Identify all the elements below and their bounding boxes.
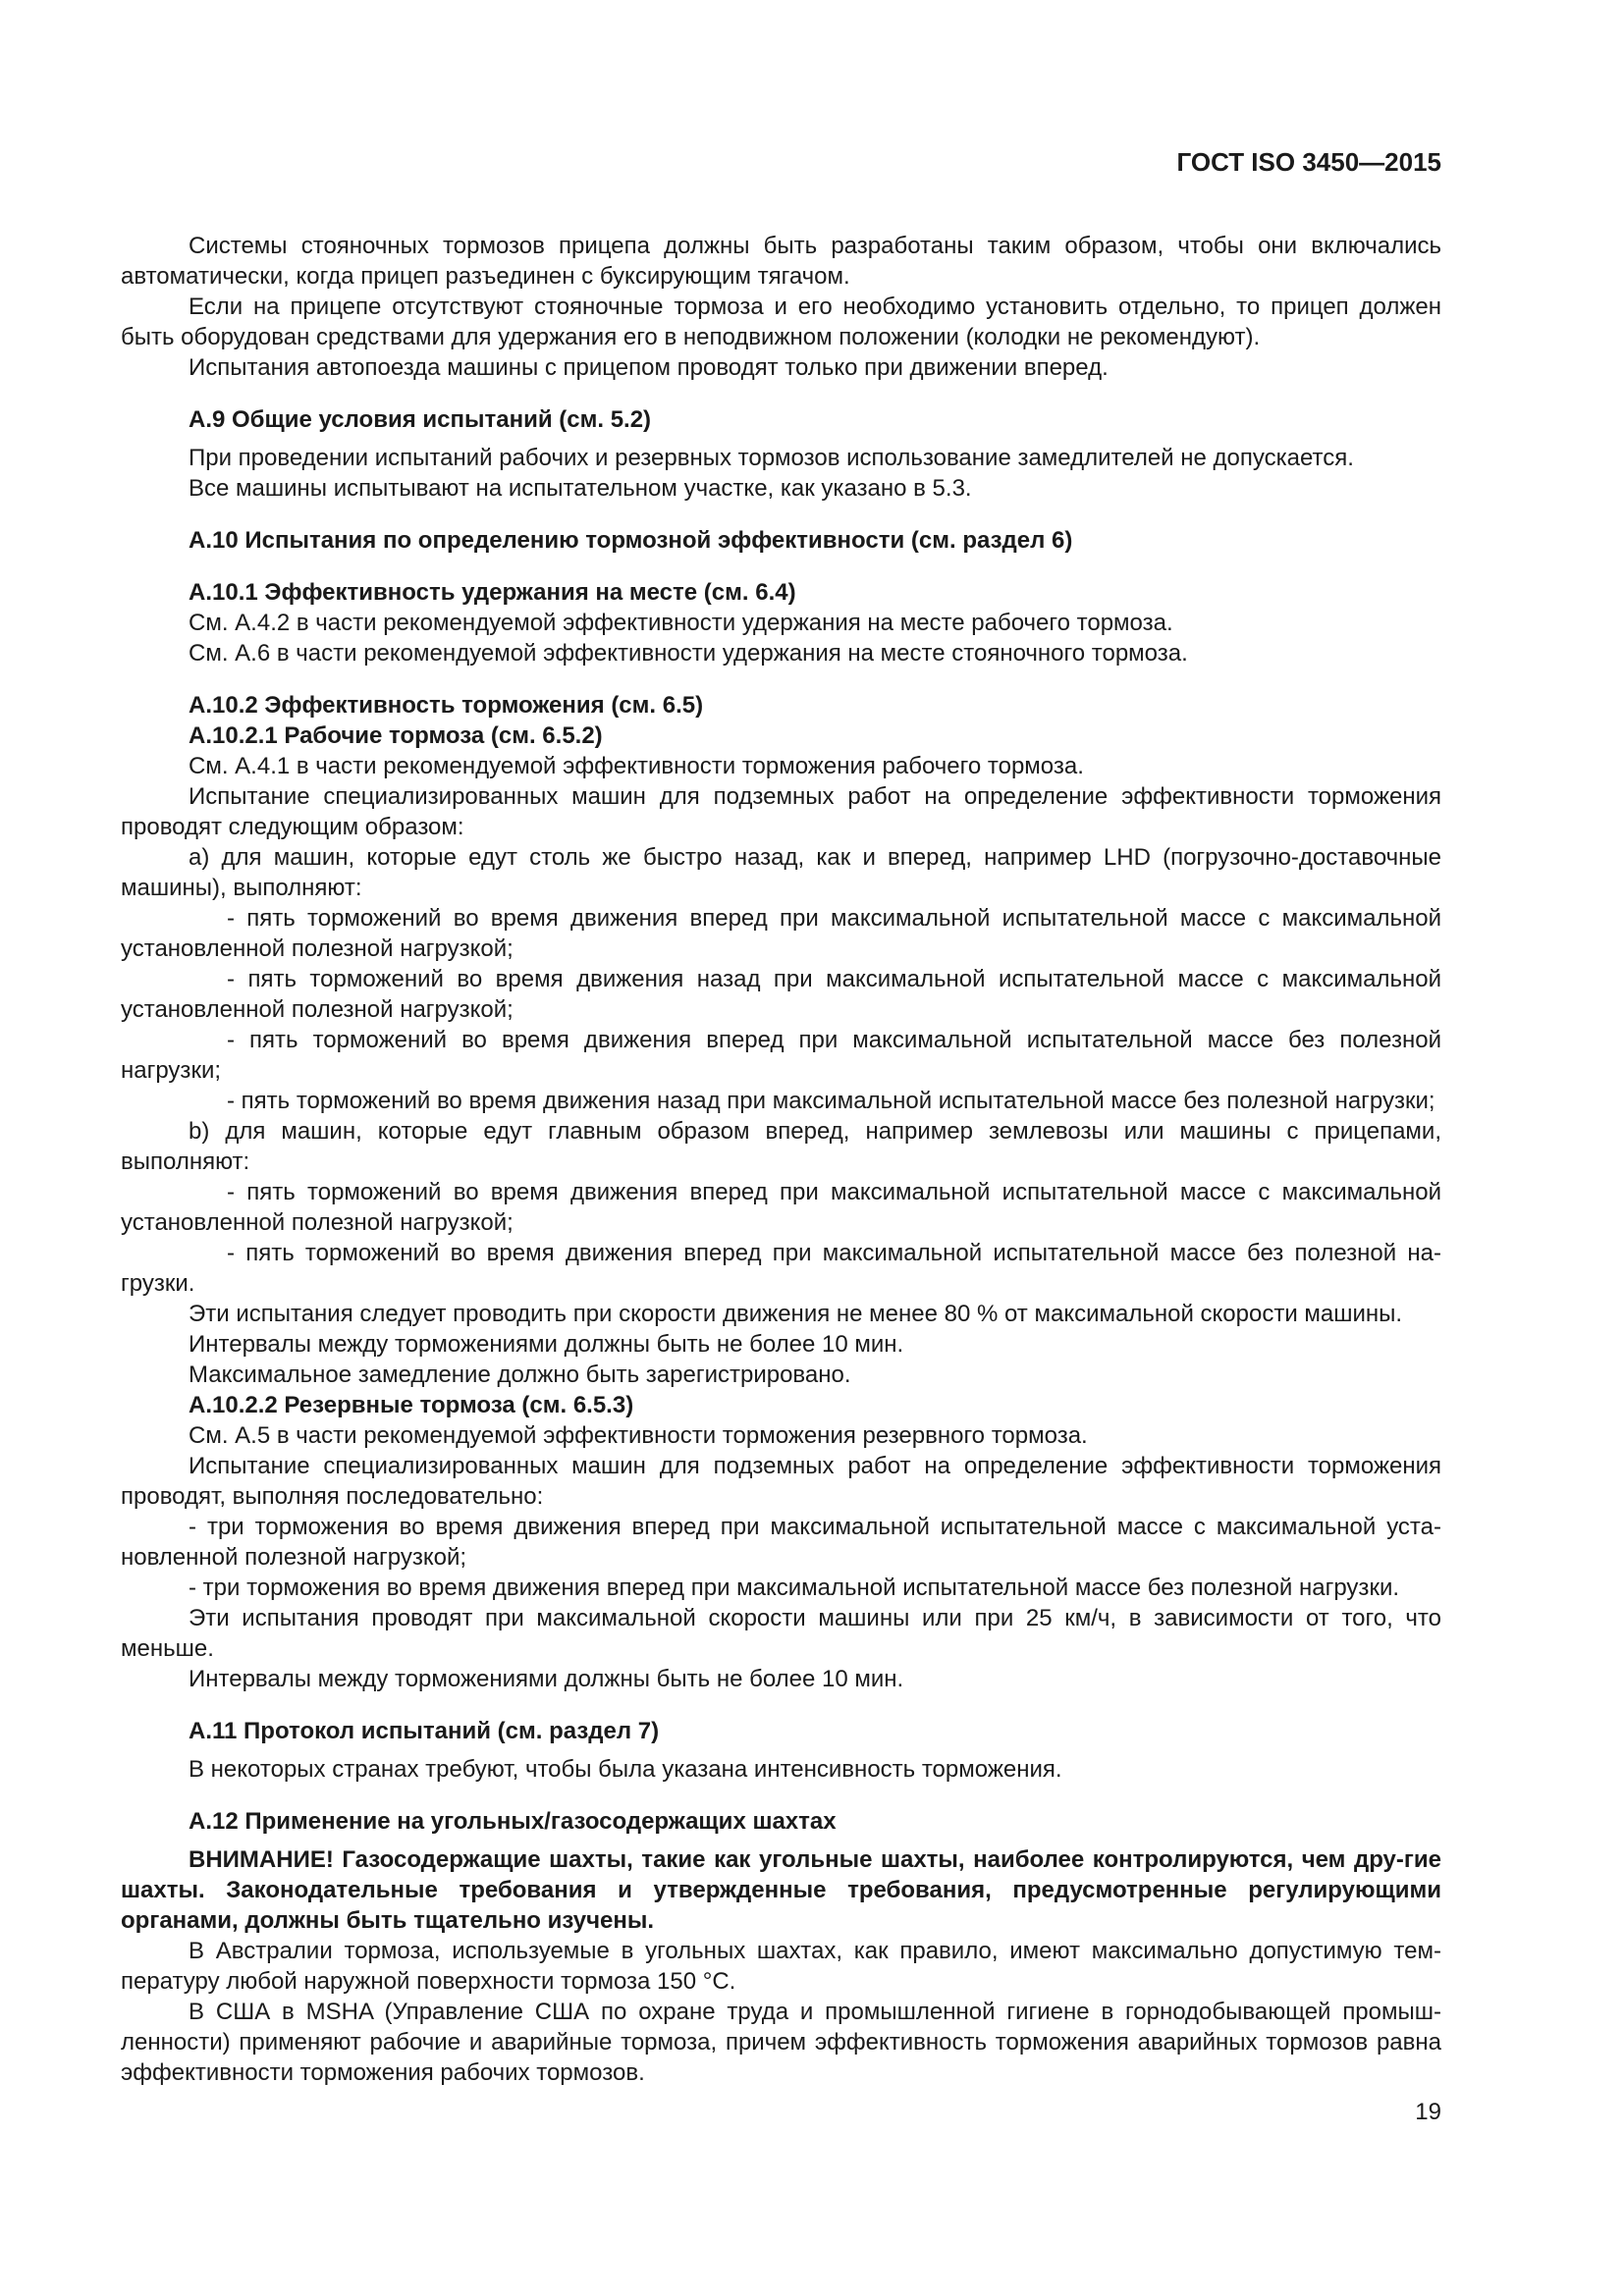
list-item: - пять торможений во время движения назад при максимальной испытательной массе с максимальной установленной полезной нагрузкой; (121, 966, 1441, 1023)
paragraph: Эти испытания следует проводить при скорости движения не менее 80 % от максимальной скорости машины. (189, 1301, 1403, 1327)
paragraph: Максимальное замедление должно быть зарегистрировано. (189, 1362, 851, 1388)
paragraph: См. А.4.1 в части рекомендуемой эффективности торможения рабочего тормоза. (189, 753, 1084, 779)
paragraph: Испытания автопоезда машины с прицепом проводят только при движении вперед. (189, 354, 1109, 381)
warning-paragraph: ВНИМАНИЕ! Газосодержащие шахты, такие как угольные шахты, наиболее контролируются, чем дру-гие шахты. Законодательные требования и утвержденные требования, предусмотренные регулирующими органами, должны быть тщательно изучены. (121, 1846, 1441, 1934)
paragraph: Испытание специализированных машин для подземных работ на определение эффективности торможения проводят следующим образом: (121, 783, 1441, 840)
paragraph: Эти испытания проводят при максимальной скорости машины или при 25 км/ч, в зависимости от того, что меньше. (121, 1605, 1441, 1662)
paragraph: Все машины испытывают на испытательном участке, как указано в 5.3. (189, 475, 972, 502)
list-item: - пять торможений во время движения вперед при максимальной испытательной массе с максимальной установленной полезной нагрузкой; (121, 905, 1441, 962)
section-heading-a10-2: А.10.2 Эффективность торможения (см. 6.5) (189, 692, 704, 719)
list-item: a) для машин, которые едут столь же быстро назад, как и вперед, например LHD (погрузочно-доставочные машины), выполняют: (121, 844, 1441, 901)
paragraph: Если на прицепе отсутствуют стояночные тормоза и его необходимо установить отдельно, то прицеп должен быть оборудован средствами для удержания его в неподвижном положении (колодки не рекомендуют). (121, 294, 1441, 350)
paragraph: В США в MSHA (Управление США по охране труда и промышленной гигиене в горнодобывающей промыш-ленности) применяют рабочие и аварийные тормоза, причем эффективность торможения аварийных тормозов равна эффективности торможения рабочих тормозов. (121, 1999, 1441, 2086)
section-heading-a11: А.11 Протокол испытаний (см. раздел 7) (189, 1718, 660, 1744)
section-heading-a10: А.10 Испытания по определению тормозной эффективности (см. раздел 6) (189, 527, 1073, 554)
paragraph: Интервалы между торможениями должны быть не более 10 мин. (189, 1331, 904, 1358)
paragraph: Интервалы между торможениями должны быть не более 10 мин. (189, 1666, 904, 1692)
list-item: - три торможения во время движения вперед при максимальной испытательной массе без полезной нагрузки. (189, 1575, 1400, 1601)
paragraph: Системы стояночных тормозов прицепа должны быть разработаны таким образом, чтобы они включались автоматически, когда прицеп разъединен с буксирующим тягачом. (121, 233, 1441, 290)
list-item: - три торможения во время движения вперед при максимальной испытательной массе с максимальной уста-новленной полезной нагрузкой; (121, 1514, 1441, 1571)
list-item: b) для машин, которые едут главным образом вперед, например землевозы или машины с прицепами, выполняют: (121, 1118, 1441, 1175)
document-header: ГОСТ ISO 3450—2015 (1176, 147, 1441, 177)
list-item: - пять торможений во время движения вперед при максимальной испытательной массе без полезной на-грузки. (121, 1240, 1441, 1297)
section-heading-a9: А.9 Общие условия испытаний (см. 5.2) (189, 406, 652, 433)
paragraph: См. А.5 в части рекомендуемой эффективности торможения резервного тормоза. (189, 1422, 1088, 1449)
list-item: - пять торможений во время движения вперед при максимальной испытательной массе без полезной нагрузки; (121, 1027, 1441, 1084)
section-heading-a10-2-2: А.10.2.2 Резервные тормоза (см. 6.5.3) (189, 1392, 634, 1418)
paragraph: См. А.4.2 в части рекомендуемой эффективности удержания на месте рабочего тормоза. (189, 610, 1173, 636)
section-heading-a10-2-1: А.10.2.1 Рабочие тормоза (см. 6.5.2) (189, 722, 603, 749)
section-heading-a10-1: А.10.1 Эффективность удержания на месте (см. 6.4) (189, 579, 796, 606)
paragraph: При проведении испытаний рабочих и резервных тормозов использование замедлителей не допускается. (189, 445, 1354, 471)
paragraph: В Австралии тормоза, используемые в угольных шахтах, как правило, имеют максимально допустимую тем-пературу любой наружной поверхности тормоза 150 °С. (121, 1938, 1441, 1995)
section-heading-a12: А.12 Применение на угольных/газосодержащих шахтах (189, 1808, 837, 1835)
paragraph: Испытание специализированных машин для подземных работ на определение эффективности торможения проводят, выполняя последовательно: (121, 1453, 1441, 1510)
list-item: - пять торможений во время движения назад при максимальной испытательной массе без полезной нагрузки; (227, 1088, 1435, 1114)
list-item: - пять торможений во время движения вперед при максимальной испытательной массе с максимальной установленной полезной нагрузкой; (121, 1179, 1441, 1236)
paragraph: См. А.6 в части рекомендуемой эффективности удержания на месте стояночного тормоза. (189, 640, 1188, 667)
paragraph: В некоторых странах требуют, чтобы была указана интенсивность торможения. (189, 1756, 1062, 1783)
page-number: 19 (1415, 2099, 1441, 2125)
